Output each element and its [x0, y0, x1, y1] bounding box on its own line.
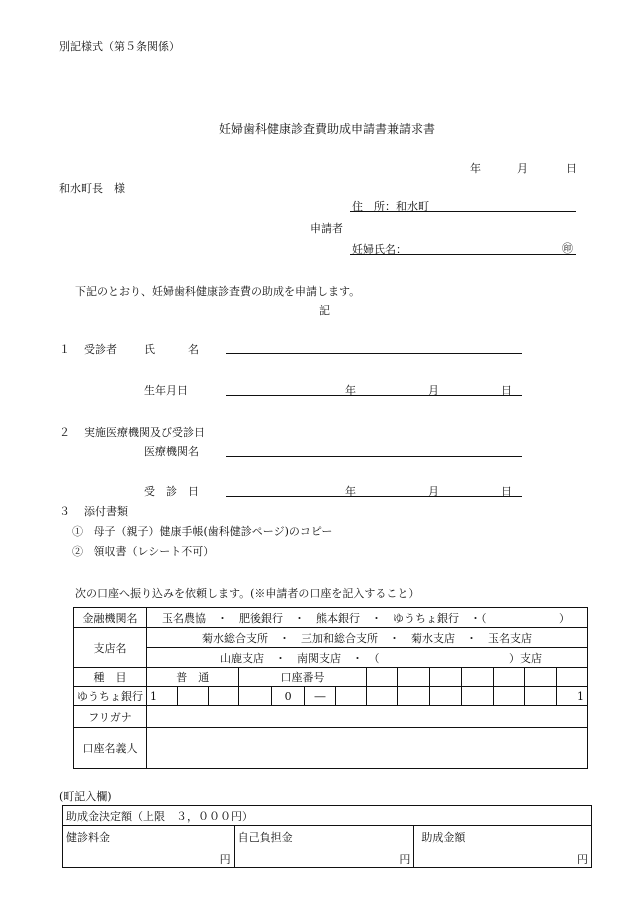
bank-account-table	[73, 607, 588, 769]
account-digit[interactable]	[366, 668, 398, 687]
self-pay-label: 自己負担金	[237, 831, 293, 844]
account-digit[interactable]	[430, 668, 462, 687]
section2-label: 実施医療機関及び受診日	[84, 426, 205, 439]
section1-label: 受診者	[84, 343, 117, 356]
grant-label: 助成金額	[421, 831, 466, 844]
attachment-item	[72, 523, 332, 539]
town-table	[62, 805, 592, 868]
dob-day: 日	[501, 384, 512, 397]
yucho-digit[interactable]	[525, 687, 557, 706]
form-number: 別記様式（第５条関係）	[59, 40, 180, 53]
name-label: 妊婦氏名：	[352, 243, 407, 256]
yucho-digit-last[interactable]: 1	[557, 687, 588, 706]
yucho-dash: ―	[305, 687, 336, 706]
page-title: 妊婦歯科健康診査費助成申請書兼請求書	[219, 122, 436, 136]
account-type-value: 普 通	[147, 668, 239, 687]
dob-label: 生年月日	[144, 384, 188, 397]
yucho-digit[interactable]	[239, 687, 272, 706]
applicant-name-line[interactable]	[350, 254, 576, 255]
yucho-digit[interactable]	[208, 687, 239, 706]
self-pay-cell[interactable]	[234, 826, 414, 868]
section1-number: １	[59, 343, 70, 356]
address-label: 住 所：和水町	[352, 200, 429, 213]
self-pay-yen: 円	[399, 853, 411, 866]
account-digit[interactable]	[493, 668, 525, 687]
attachment-mark: ②	[72, 545, 83, 558]
date-year: 年	[470, 162, 481, 175]
furigana-label: フリガナ	[74, 706, 147, 728]
patient-name-label: 氏 名	[144, 343, 199, 356]
yucho-label: ゆうちょ銀行	[74, 687, 147, 706]
dob-line[interactable]	[226, 395, 522, 396]
exam-date-label: 受 診 日	[144, 485, 199, 498]
bank-note: 次の口座へ振り込みを依頼します。(※申請者の口座を記入すること）	[75, 587, 420, 600]
account-holder-label: 口座名義人	[74, 728, 147, 769]
section3-number: ３	[59, 505, 70, 518]
branch-suffix: ）支店	[509, 651, 542, 665]
addressee: 和水町長 様	[59, 182, 125, 195]
bank-options-cell[interactable]	[147, 608, 588, 628]
fee-cell[interactable]	[63, 826, 235, 868]
seal-mark: ㊞	[562, 242, 573, 255]
attachment-text: 母子（親子）健康手帳(歯科健診ページ)のコピー	[93, 525, 333, 538]
dob-year: 年	[345, 384, 356, 397]
yucho-digit[interactable]	[430, 687, 462, 706]
yucho-digit[interactable]	[398, 687, 430, 706]
branch-options-2-cell[interactable]	[147, 648, 588, 668]
yucho-digit[interactable]	[335, 687, 366, 706]
branch-options-1[interactable]: 菊水総合支所 ・ 三加和総合支所 ・ 菊水支店 ・ 玉名支店	[147, 628, 588, 648]
account-holder-field[interactable]	[147, 728, 588, 769]
bank-close: ）	[559, 611, 570, 625]
attachment-text: 領収書（レシート不可）	[93, 545, 215, 558]
account-digit[interactable]	[461, 668, 493, 687]
section3-label: 添付書類	[84, 505, 128, 518]
account-digit[interactable]	[525, 668, 557, 687]
fee-yen: 円	[219, 853, 231, 866]
bank-options: 玉名農協 ・ 肥後銀行 ・ 熊本銀行 ・ ゆうちょ銀行 ・（	[162, 611, 487, 625]
dob-month: 月	[428, 384, 439, 397]
yucho-digit[interactable]	[461, 687, 493, 706]
town-section-heading: (町記入欄)	[59, 790, 112, 803]
exam-year: 年	[345, 485, 356, 498]
account-digit[interactable]	[557, 668, 588, 687]
attachment-item	[72, 543, 214, 559]
furigana-field[interactable]	[147, 706, 588, 728]
yucho-digit-zero[interactable]: 0	[272, 687, 305, 706]
intro-text: 下記のとおり、妊婦歯科健康診査費の助成を申請します。	[75, 285, 361, 298]
yucho-digit[interactable]	[177, 687, 208, 706]
institution-line[interactable]	[226, 456, 522, 457]
exam-date-line[interactable]	[226, 496, 522, 497]
exam-month: 月	[428, 485, 439, 498]
fee-label: 健診料金	[66, 831, 110, 844]
bank-name-label: 金融機関名	[74, 608, 147, 628]
decided-amount-label: 助成金決定額（上限 ３，０００円）	[63, 806, 592, 826]
yucho-digit[interactable]	[366, 687, 398, 706]
yucho-digit[interactable]	[493, 687, 525, 706]
attachment-mark: ①	[72, 525, 83, 538]
institution-label: 医療機関名	[144, 445, 199, 458]
patient-name-line[interactable]	[226, 353, 522, 354]
account-digit[interactable]	[398, 668, 430, 687]
ki-mark: 記	[319, 304, 330, 317]
branch-options-2: 山鹿支店 ・ 南関支店 ・ （	[220, 651, 380, 665]
section2-number: ２	[59, 426, 70, 439]
date-day: 日	[566, 162, 577, 175]
yucho-digit-first[interactable]: 1	[147, 687, 178, 706]
account-number-label: 口座番号	[239, 668, 366, 687]
grant-cell[interactable]	[414, 826, 592, 868]
grant-yen: 円	[577, 853, 588, 866]
account-type-label: 種 目	[74, 668, 147, 687]
applicant-label: 申請者	[310, 222, 343, 235]
address-line[interactable]	[350, 211, 576, 212]
exam-day: 日	[501, 485, 512, 498]
date-month: 月	[517, 162, 528, 175]
branch-label: 支店名	[74, 628, 147, 668]
